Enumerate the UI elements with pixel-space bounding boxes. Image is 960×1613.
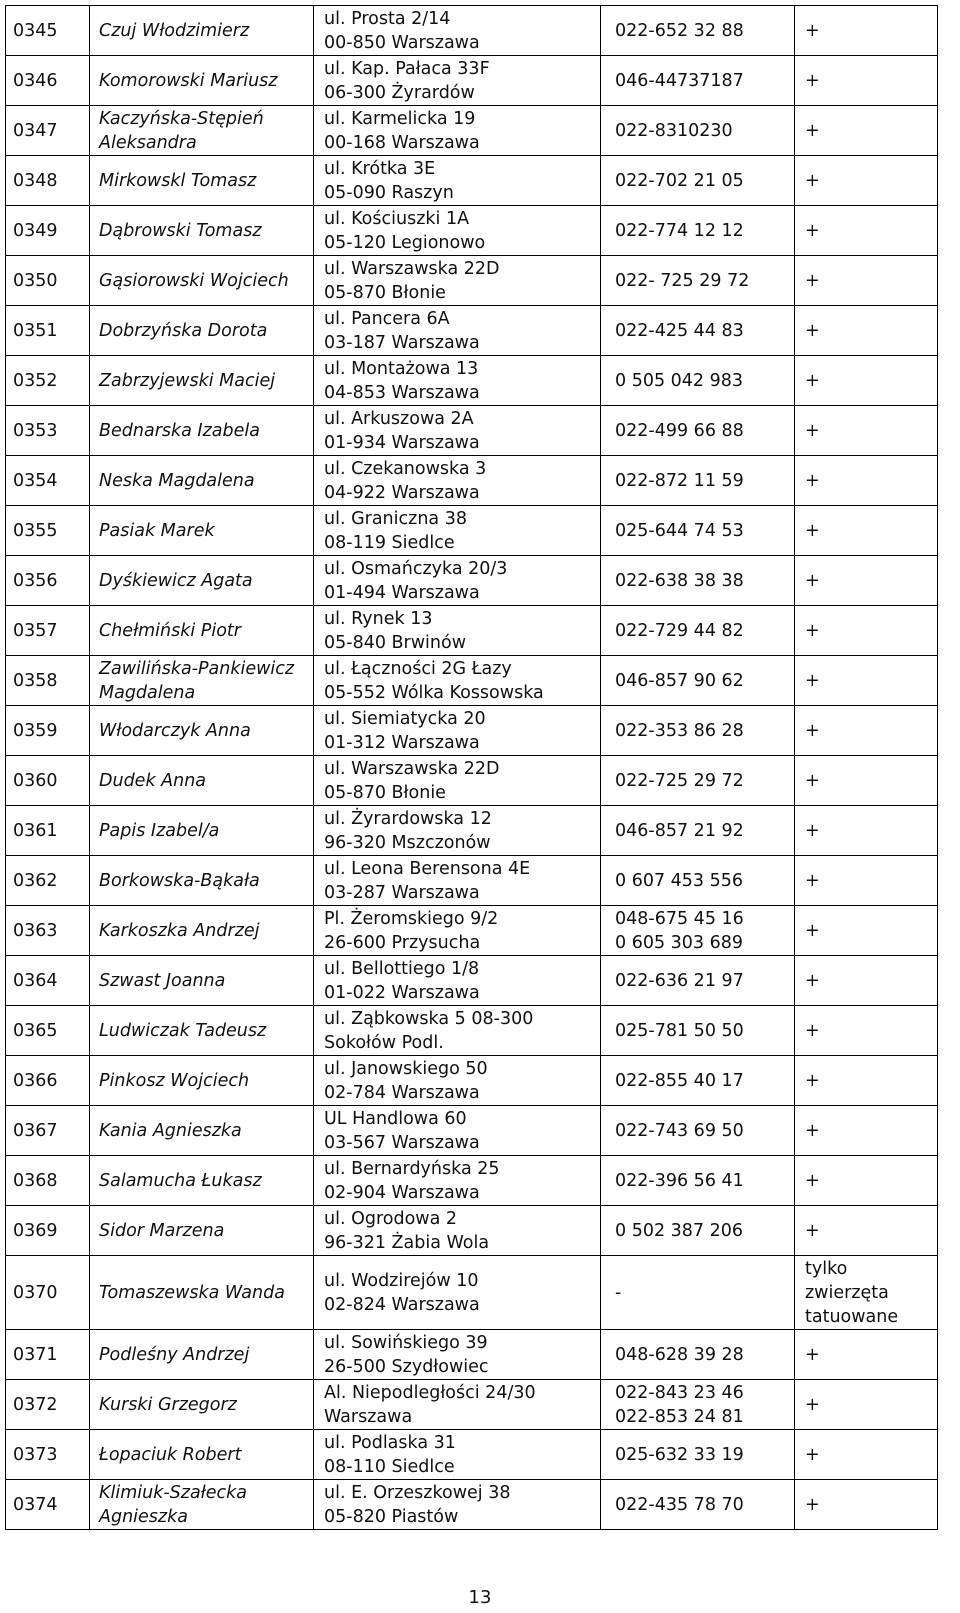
entry-phone: 025-644 74 53 [601,506,795,556]
entry-address: ul. Wodzirejów 10 02-824 Warszawa [314,1256,601,1330]
entry-mark: + [795,406,938,456]
table-row [6,406,938,456]
entry-name: Sidor Marzena [90,1206,314,1256]
entry-address: ul. Ogrodowa 2 96-321 Żabia Wola [314,1206,601,1256]
entry-phone: 022-638 38 38 [601,556,795,606]
entry-number: 0368 [6,1156,90,1206]
entry-address: Al. Niepodległości 24/30 Warszawa [314,1380,601,1430]
entry-address: Pl. Żeromskiego 9/2 26-600 Przysucha [314,906,601,956]
entry-name: Dyśkiewicz Agata [90,556,314,606]
entry-number: 0374 [6,1480,90,1530]
entry-mark: + [795,106,938,156]
entry-number: 0351 [6,306,90,356]
entry-mark: + [795,356,938,406]
entry-address: ul. Łączności 2G Łazy 05-552 Wólka Kossowska [314,656,601,706]
entry-number: 0348 [6,156,90,206]
entry-phone: 022-743 69 50 [601,1106,795,1156]
entry-name: Kaczyńska-Stępień Aleksandra [90,106,314,156]
entry-mark: + [795,556,938,606]
entry-phone: 022-652 32 88 [601,6,795,56]
table-row [6,806,938,856]
table-row [6,306,938,356]
entry-phone: 022-843 23 46 022-853 24 81 [601,1380,795,1430]
entry-phone: 048-628 39 28 [601,1330,795,1380]
entry-name: Łopaciuk Robert [90,1430,314,1480]
table-row [6,606,938,656]
entry-name: Ludwiczak Tadeusz [90,1006,314,1056]
table-row [6,1156,938,1206]
entry-phone: 022-725 29 72 [601,756,795,806]
entry-name: Karkoszka Andrzej [90,906,314,956]
entry-phone: 022-702 21 05 [601,156,795,206]
entry-name: Bednarska Izabela [90,406,314,456]
entry-address: ul. Żyrardowska 12 96-320 Mszczonów [314,806,601,856]
entry-name: Pinkosz Wojciech [90,1056,314,1106]
table-row [6,706,938,756]
entry-mark: + [795,956,938,1006]
entry-address: ul. Bernardyńska 25 02-904 Warszawa [314,1156,601,1206]
entry-phone: 022-425 44 83 [601,306,795,356]
entry-mark: + [795,856,938,906]
entry-mark: + [795,1006,938,1056]
entry-mark: + [795,806,938,856]
entry-number: 0361 [6,806,90,856]
entry-name: Pasiak Marek [90,506,314,556]
entry-name: Klimiuk-Szałecka Agnieszka [90,1480,314,1530]
table-row [6,1480,938,1530]
entry-number: 0364 [6,956,90,1006]
entry-address: ul. Graniczna 38 08-119 Siedlce [314,506,601,556]
entry-phone: 022-636 21 97 [601,956,795,1006]
entry-phone: 022- 725 29 72 [601,256,795,306]
entry-address: UL Handlowa 60 03-567 Warszawa [314,1106,601,1156]
entry-address: ul. Bellottiego 1/8 01-022 Warszawa [314,956,601,1006]
entry-phone: 046-857 90 62 [601,656,795,706]
entry-phone: 048-675 45 16 0 605 303 689 [601,906,795,956]
entry-phone: 046-857 21 92 [601,806,795,856]
entry-number: 0354 [6,456,90,506]
entry-number: 0352 [6,356,90,406]
entry-number: 0353 [6,406,90,456]
table-row [6,506,938,556]
entry-name: Kurski Grzegorz [90,1380,314,1430]
entry-phone: 022-855 40 17 [601,1056,795,1106]
entry-mark: + [795,56,938,106]
entry-name: Chełmiński Piotr [90,606,314,656]
table-row [6,1430,938,1480]
entry-mark: + [795,1106,938,1156]
entry-number: 0370 [6,1256,90,1330]
entry-number: 0360 [6,756,90,806]
table-row [6,1006,938,1056]
entry-number: 0371 [6,1330,90,1380]
table-row [6,206,938,256]
registry-table [5,5,938,1530]
entry-number: 0358 [6,656,90,706]
entry-number: 0365 [6,1006,90,1056]
table-row [6,456,938,506]
page-number: 13 [468,1587,492,1608]
entry-mark: + [795,256,938,306]
entry-address: ul. Ząbkowska 5 08-300 Sokołów Podl. [314,1006,601,1056]
table-row [6,1380,938,1430]
entry-phone: 022-499 66 88 [601,406,795,456]
entry-name: Dobrzyńska Dorota [90,306,314,356]
entry-phone: 0 607 453 556 [601,856,795,906]
entry-phone: 022-872 11 59 [601,456,795,506]
entry-address: ul. E. Orzeszkowej 38 05-820 Piastów [314,1480,601,1530]
entry-phone: - [601,1256,795,1330]
table-row [6,356,938,406]
entry-address: ul. Karmelicka 19 00-168 Warszawa [314,106,601,156]
table-row [6,56,938,106]
entry-name: Komorowski Mariusz [90,56,314,106]
entry-number: 0367 [6,1106,90,1156]
table-row [6,1206,938,1256]
entry-mark: + [795,1206,938,1256]
entry-name: Neska Magdalena [90,456,314,506]
entry-phone: 022-729 44 82 [601,606,795,656]
entry-name: Papis Izabel/a [90,806,314,856]
table-row [6,1256,938,1330]
entry-mark: + [795,1430,938,1480]
entry-mark: + [795,156,938,206]
entry-number: 0350 [6,256,90,306]
entry-name: Dudek Anna [90,756,314,806]
table-row [6,1056,938,1106]
table-row [6,956,938,1006]
entry-name: Czuj Włodzimierz [90,6,314,56]
entry-phone: 022-774 12 12 [601,206,795,256]
entry-phone: 022-353 86 28 [601,706,795,756]
entry-name: Zabrzyjewski Maciej [90,356,314,406]
table-row [6,906,938,956]
entry-mark: + [795,206,938,256]
entry-number: 0372 [6,1380,90,1430]
entry-mark: tylko zwierzęta tatuowane [795,1256,938,1330]
entry-name: Zawilińska-Pankiewicz Magdalena [90,656,314,706]
entry-address: ul. Osmańczyka 20/3 01-494 Warszawa [314,556,601,606]
entry-address: ul. Kap. Pałaca 33F 06-300 Żyrardów [314,56,601,106]
table-row [6,6,938,56]
entry-address: ul. Leona Berensona 4E 03-287 Warszawa [314,856,601,906]
entry-mark: + [795,656,938,706]
entry-number: 0366 [6,1056,90,1106]
table-row [6,756,938,806]
entry-mark: + [795,756,938,806]
entry-number: 0362 [6,856,90,906]
entry-name: Gąsiorowski Wojciech [90,256,314,306]
entry-name: Salamucha Łukasz [90,1156,314,1206]
entry-phone: 022-396 56 41 [601,1156,795,1206]
entry-phone: 0 502 387 206 [601,1206,795,1256]
entry-name: Podleśny Andrzej [90,1330,314,1380]
entry-address: ul. Sowińskiego 39 26-500 Szydłowiec [314,1330,601,1380]
entry-number: 0345 [6,6,90,56]
table-row [6,1330,938,1380]
entry-address: ul. Arkuszowa 2A 01-934 Warszawa [314,406,601,456]
entry-mark: + [795,1330,938,1380]
entry-mark: + [795,706,938,756]
entry-phone: 025-632 33 19 [601,1430,795,1480]
table-row [6,156,938,206]
entry-address: ul. Kościuszki 1A 05-120 Legionowo [314,206,601,256]
entry-name: Tomaszewska Wanda [90,1256,314,1330]
entry-phone: 022-435 78 70 [601,1480,795,1530]
entry-name: Szwast Joanna [90,956,314,1006]
entry-mark: + [795,1380,938,1430]
table-row [6,656,938,706]
entry-number: 0359 [6,706,90,756]
entry-mark: + [795,1156,938,1206]
entry-address: ul. Podlaska 31 08-110 Siedlce [314,1430,601,1480]
entry-address: ul. Prosta 2/14 00-850 Warszawa [314,6,601,56]
entry-mark: + [795,506,938,556]
entry-mark: + [795,1480,938,1530]
entry-name: Mirkowskl Tomasz [90,156,314,206]
entry-address: ul. Warszawska 22D 05-870 Błonie [314,256,601,306]
entry-number: 0349 [6,206,90,256]
entry-mark: + [795,306,938,356]
entry-number: 0363 [6,906,90,956]
registry-table-body [6,6,938,1530]
entry-address: ul. Warszawska 22D 05-870 Błonie [314,756,601,806]
entry-mark: + [795,6,938,56]
table-row [6,556,938,606]
table-row [6,856,938,906]
entry-mark: + [795,606,938,656]
entry-name: Włodarczyk Anna [90,706,314,756]
entry-number: 0355 [6,506,90,556]
entry-address: ul. Janowskiego 50 02-784 Warszawa [314,1056,601,1106]
entry-phone: 046-44737187 [601,56,795,106]
entry-number: 0356 [6,556,90,606]
table-row [6,1106,938,1156]
entry-address: ul. Pancera 6A 03-187 Warszawa [314,306,601,356]
entry-address: ul. Montażowa 13 04-853 Warszawa [314,356,601,406]
entry-number: 0369 [6,1206,90,1256]
entry-name: Kania Agnieszka [90,1106,314,1156]
table-row [6,106,938,156]
entry-mark: + [795,906,938,956]
entry-phone: 025-781 50 50 [601,1006,795,1056]
entry-mark: + [795,1056,938,1106]
entry-name: Borkowska-Bąkała [90,856,314,906]
entry-mark: + [795,456,938,506]
entry-number: 0347 [6,106,90,156]
entry-number: 0357 [6,606,90,656]
entry-address: ul. Krótka 3E 05-090 Raszyn [314,156,601,206]
entry-address: ul. Rynek 13 05-840 Brwinów [314,606,601,656]
entry-address: ul. Siemiatycka 20 01-312 Warszawa [314,706,601,756]
entry-number: 0373 [6,1430,90,1480]
entry-phone: 022-8310230 [601,106,795,156]
entry-address: ul. Czekanowska 3 04-922 Warszawa [314,456,601,506]
entry-phone: 0 505 042 983 [601,356,795,406]
table-row [6,256,938,306]
entry-number: 0346 [6,56,90,106]
entry-name: Dąbrowski Tomasz [90,206,314,256]
